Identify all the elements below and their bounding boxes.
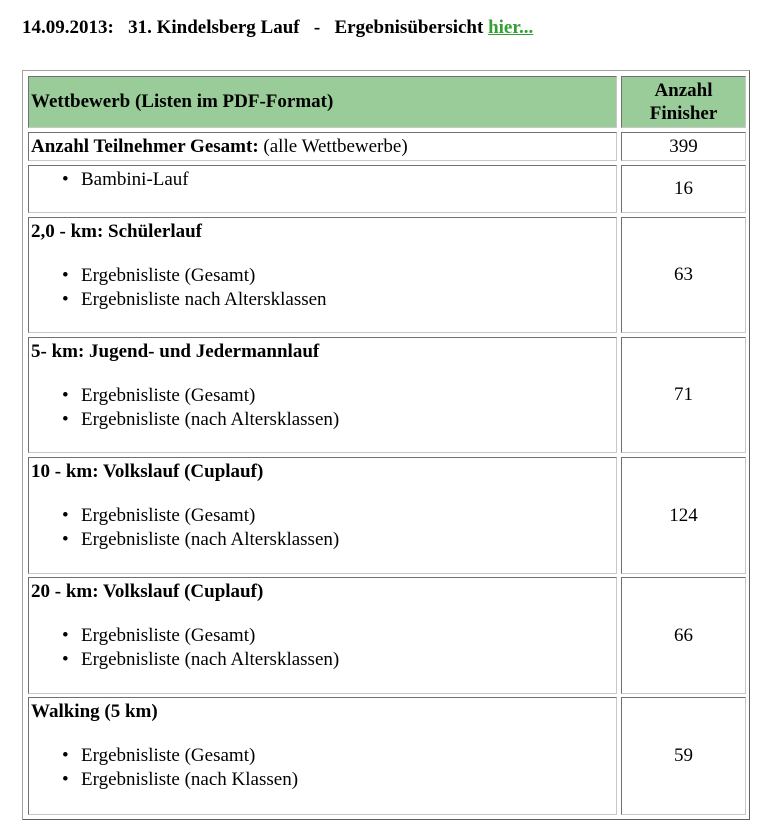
competition-row-2km: [28, 217, 617, 333]
header-finisher: [621, 76, 746, 128]
bambini-row: [28, 165, 617, 213]
overview-link[interactable]: hier...: [488, 17, 534, 38]
result-list-link[interactable]: • Ergebnisliste (Gesamt): [31, 384, 616, 408]
header-finisher-line2: Finisher: [649, 103, 718, 124]
event-date: 14.09.2013:: [22, 17, 114, 38]
competition-title: 5- km: Jugend- und Jedermannlauf: [31, 341, 320, 362]
finisher-count: 59: [621, 697, 746, 815]
result-list-link[interactable]: • Ergebnisliste (nach Klassen): [31, 768, 616, 792]
competition-row-5km: [28, 337, 617, 453]
total-note: (alle Wettbewerbe): [263, 135, 408, 157]
results-table: [22, 70, 750, 820]
result-list-link[interactable]: • Ergebnisliste (Gesamt): [31, 504, 616, 528]
page-heading: [22, 17, 533, 39]
result-list-link[interactable]: • Ergebnisliste (nach Altersklassen): [31, 648, 616, 672]
competition-title: Walking (5 km): [31, 701, 158, 722]
header-competition: Wettbewerb (Listen im PDF-Format): [28, 76, 617, 128]
result-list-link[interactable]: • Ergebnisliste (nach Altersklassen): [31, 528, 616, 552]
competition-title: 2,0 - km: Schülerlauf: [31, 221, 202, 242]
finisher-count: 71: [621, 337, 746, 453]
competition-row-20km: [28, 577, 617, 694]
bambini-count: 16: [621, 165, 746, 213]
result-list-link[interactable]: • Ergebnisliste (Gesamt): [31, 744, 616, 768]
heading-separator: -: [313, 17, 321, 38]
result-list-link[interactable]: • Ergebnisliste (nach Altersklassen): [31, 408, 616, 432]
finisher-count: 66: [621, 577, 746, 694]
total-count: 399: [621, 132, 746, 161]
competition-row-walking: [28, 697, 617, 815]
finisher-count: 63: [621, 217, 746, 333]
total-row: [28, 132, 617, 161]
competition-title: 10 - km: Volkslauf (Cuplauf): [31, 461, 264, 482]
event-name: 31. Kindelsberg Lauf: [128, 17, 300, 38]
finisher-count: 124: [621, 457, 746, 574]
list-item[interactable]: • Bambini-Lauf: [31, 168, 616, 192]
competition-row-10km: [28, 457, 617, 574]
result-list-link[interactable]: • Ergebnisliste (Gesamt): [31, 264, 616, 288]
header-finisher-line1: Anzahl: [654, 80, 713, 101]
overview-label: Ergebnisübersicht: [334, 17, 484, 38]
result-list-link[interactable]: • Ergebnisliste (Gesamt): [31, 624, 616, 648]
competition-title: 20 - km: Volkslauf (Cuplauf): [31, 581, 264, 602]
result-list-link[interactable]: • Ergebnisliste nach Altersklassen: [31, 288, 616, 312]
total-label: Anzahl Teilnehmer Gesamt:: [31, 135, 259, 157]
